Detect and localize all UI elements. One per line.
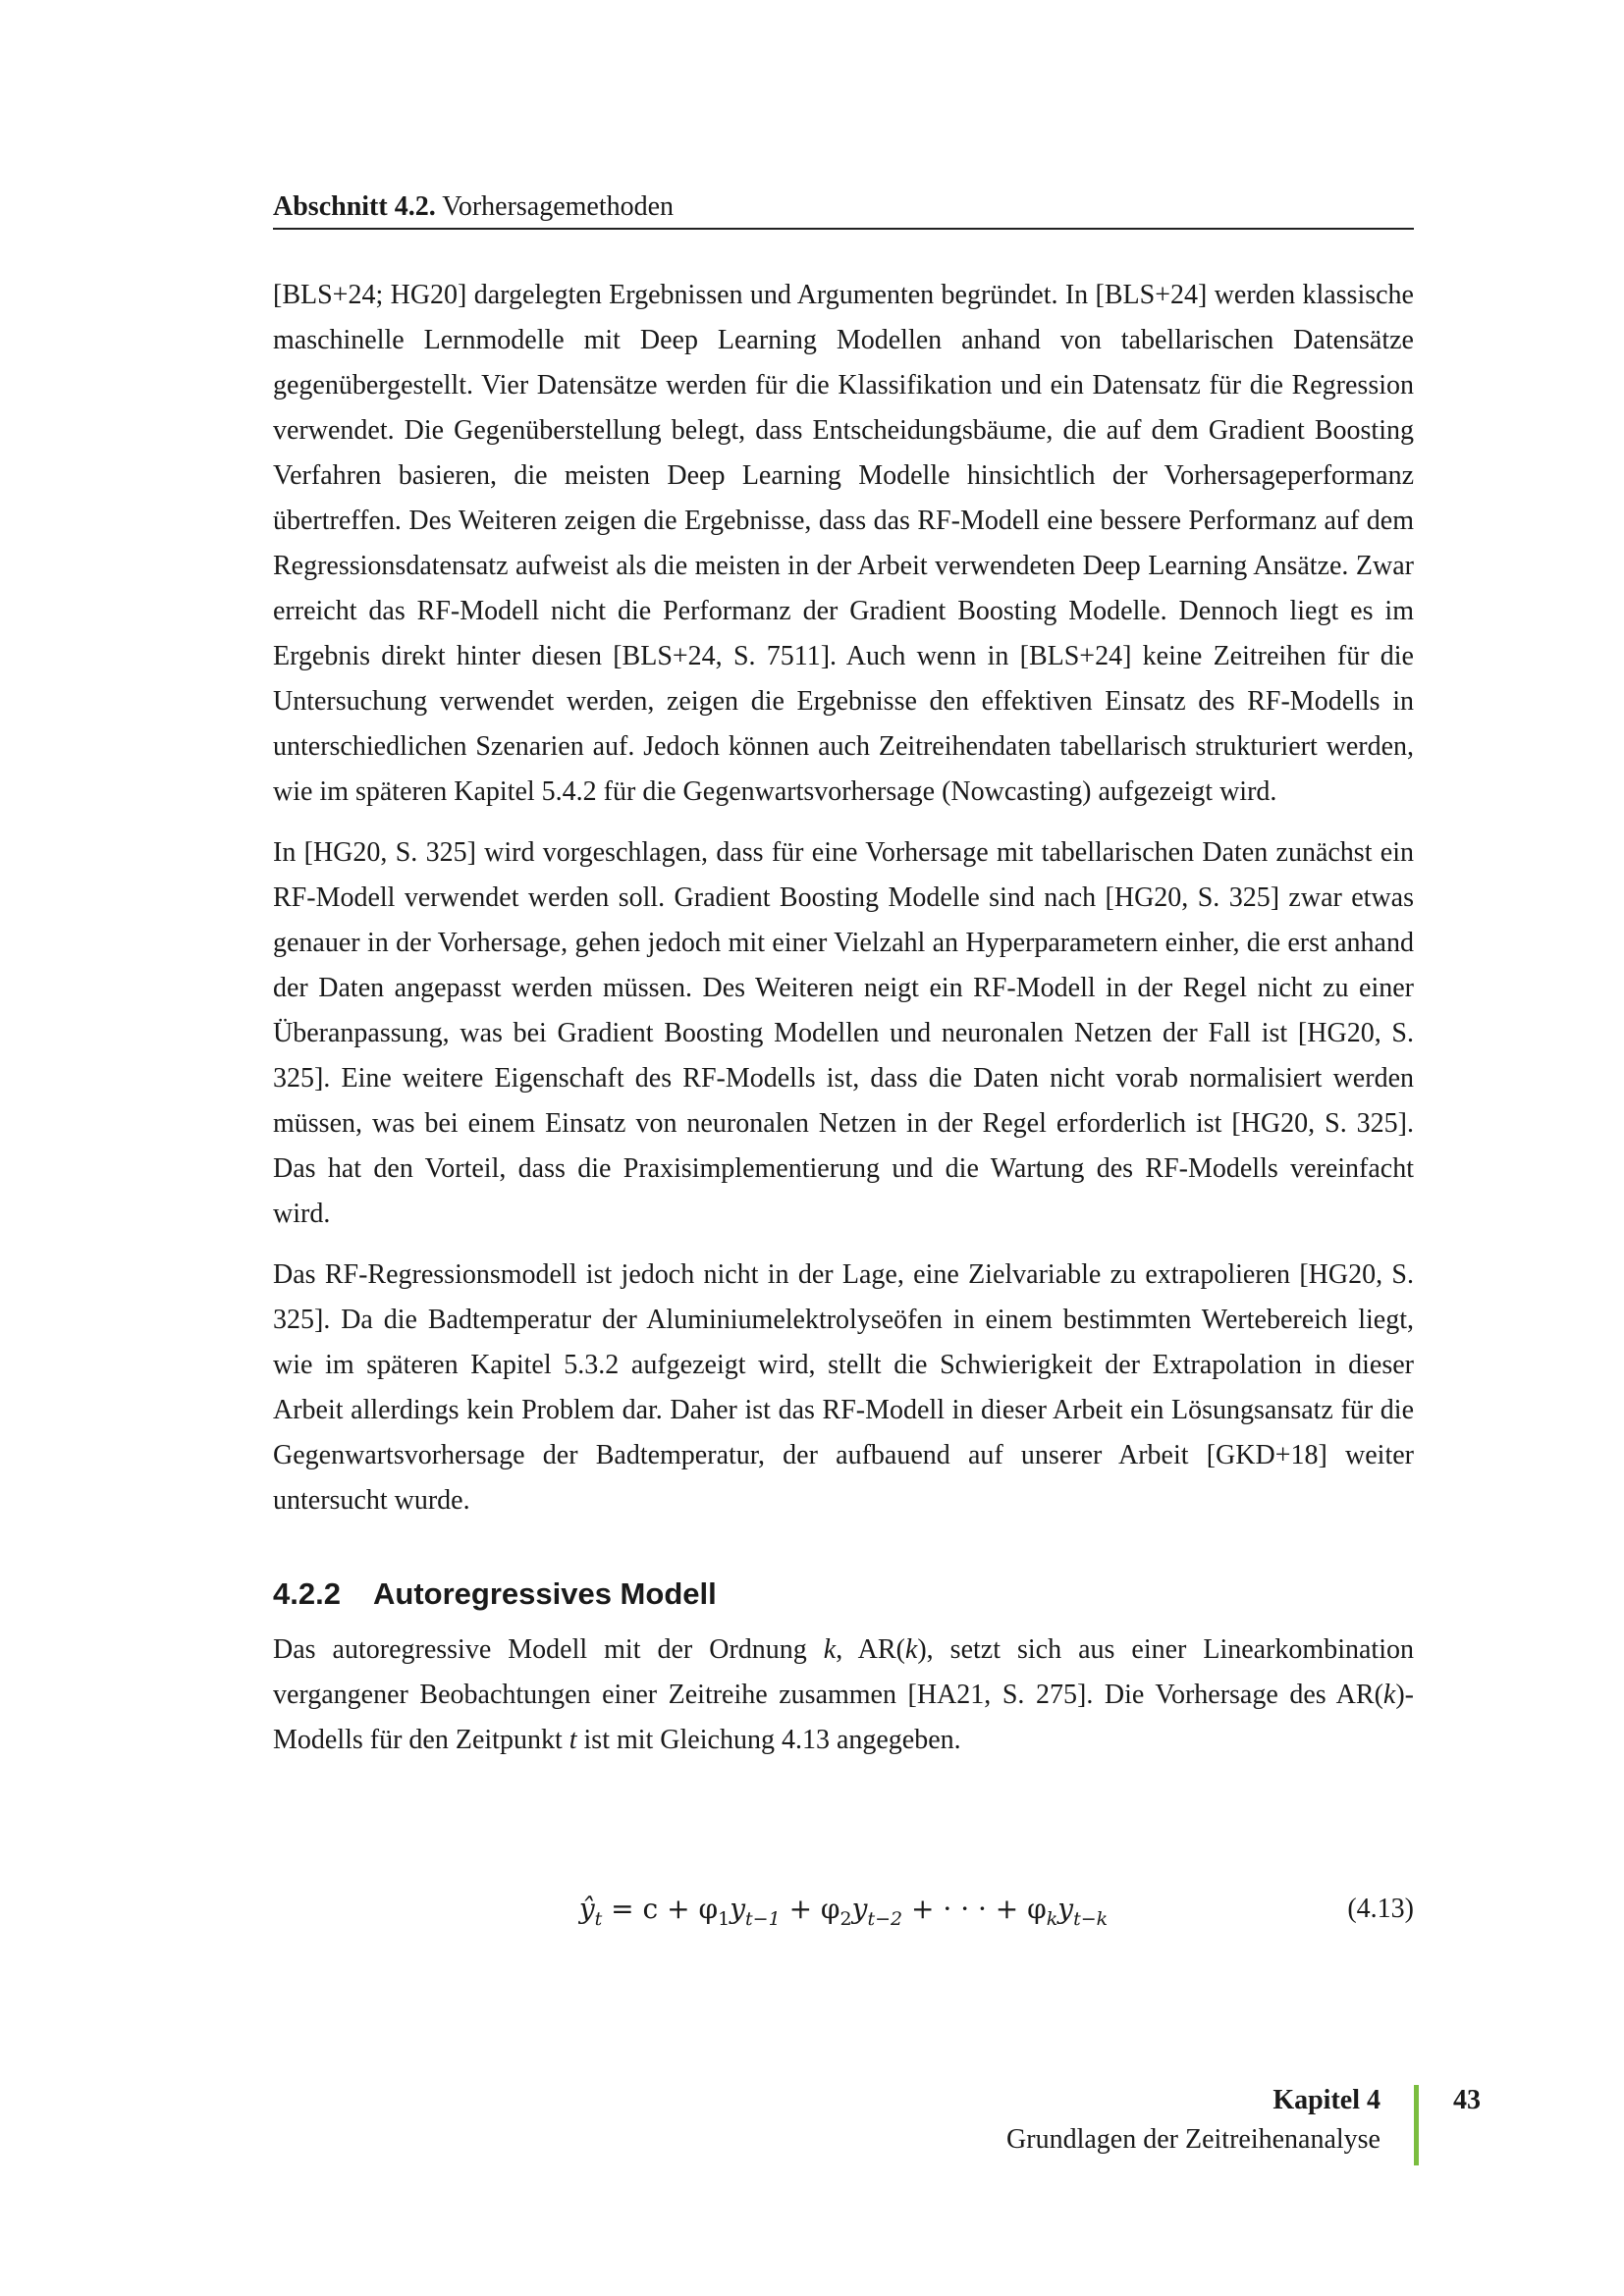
footer-chapter-title: Grundlagen der Zeitreihenanalyse: [1006, 2124, 1380, 2155]
subsection-heading: [273, 1575, 1414, 1614]
footer-accent-bar: [1414, 2085, 1419, 2165]
main-text: [273, 273, 1414, 1763]
paragraph-rf-extrapolation: Das RF-Regressionsmodell ist jedoch nicht in der Lage, eine Zielvariable zu extrapolieren [HG20, S. 325]. Da die Badtemperatur der Aluminiumelektrolyseöfen in einem bestimmten Wertebereich liegt, wie im späteren Kapitel 5.3.2 aufgezeigt wird, stellt die Schwierigkeit der Extrapolation in dieser Arbeit allerdings kein Problem dar. Daher ist das RF-Modell in dieser Arbeit ein Lösungsansatz für die Gegenwartsvorhersage der Badtemperatur, der aufbauend auf unserer Arbeit [GKD+18] weiter untersucht wurde.: [273, 1259, 1414, 1516]
header-section-title: Vorhersagemethoden: [442, 191, 675, 222]
running-header: [273, 188, 1414, 230]
equation-4-13: [273, 1885, 1414, 1934]
paragraph-rf-results: [BLS+24; HG20] dargelegten Ergebnissen und Argumenten begründet. In [BLS+24] werden klassische maschinelle Lernmodelle mit Deep Learning Modellen anhand von tabellarischen Datensätze gegenübergestellt. Vier Datensätze werden für die Klassifikation und ein Datensatz für die Regression verwendet. Die Gegenüberstellung belegt, dass Entscheidungsbäume, die auf dem Gradient Boosting Verfahren basieren, die meisten Deep Learning Modelle hinsichtlich der Vorhersageperformanz übertreffen. Des Weiteren zeigen die Ergebnisse, dass das RF-Modell eine bessere Performanz auf dem Regressionsdatensatz aufweist als die meisten in der Arbeit verwendeten Deep Learning Ansätze. Zwar erreicht das RF-Modell nicht die Performanz der Gradient Boosting Modelle. Dennoch liegt es im Ergebnis direkt hinter diesen [BLS+24, S. 7511]. Auch wenn in [BLS+24] keine Zeitreihen für die Untersuchung verwendet werden, zeigen die Ergebnisse den effektiven Einsatz des RF-Modells in unterschiedlichen Szenarien auf. Jedoch können auch Zeitreihendaten tabellarisch strukturiert werden, wie im späteren Kapitel 5.4.2 für die Gegenwartsvorhersage (Nowcasting) aufgezeigt wird.: [273, 280, 1414, 807]
math-k: k: [823, 1634, 837, 1665]
subsection-number: 4.2.2: [273, 1576, 341, 1611]
footer-chapter-label: Kapitel 4: [1272, 2085, 1380, 2115]
equation-formula: $ŷ_t = c + \varphi_1y_{t-1} + \varphi_2y_{t-2}$ + · · · + $\varphi_ky_{t-k}$: [578, 1893, 1109, 1930]
math-k: k: [904, 1634, 918, 1665]
math-t: t: [568, 1725, 577, 1755]
math-k: k: [1382, 1680, 1396, 1710]
page-number: 43: [1453, 2085, 1481, 2115]
header-section-label: Abschnitt 4.2.: [273, 191, 436, 222]
paragraph-rf-recommendation: In [HG20, S. 325] wird vorgeschlagen, dass für eine Vorhersage mit tabellarischen Daten zunächst ein RF-Modell verwendet werden soll. Gradient Boosting Modelle sind nach [HG20, S. 325] zwar etwas genauer in der Vorhersage, gehen jedoch mit einer Vielzahl an Hyperparametern einher, die erst anhand der Daten angepasst werden müssen. Des Weiteren neigt ein RF-Modell in der Regel nicht zu einer Überanpassung, was bei Gradient Boosting Modellen und neuronalen Netzen der Fall ist [HG20, S. 325]. Eine weitere Eigenschaft des RF-Modells ist, dass die Daten nicht vorab normalisiert werden müssen, was bei einem Einsatz von neuronalen Netzen in der Regel erforderlich ist [HG20, S. 325]. Das hat den Vorteil, dass die Praxisimplementierung und die Wartung des RF-Modells vereinfacht wird.: [273, 837, 1414, 1229]
page-footer: [870, 2081, 1380, 2160]
paragraph-ar-model: Das autoregressive Modell mit der Ordnung k, AR(k), setzt sich aus einer Linearkombination vergangener Beobachtungen einer Zeitreihe zusammen [HA21, S. 275]. Die Vorhersage des AR(k)-Modells für den Zeitpunkt t ist mit Gleichung 4.13 angegeben.: [273, 1634, 1414, 1755]
subsection-title: Autoregressives Modell: [373, 1576, 717, 1611]
equation-number: (4.13): [1347, 1894, 1414, 1924]
